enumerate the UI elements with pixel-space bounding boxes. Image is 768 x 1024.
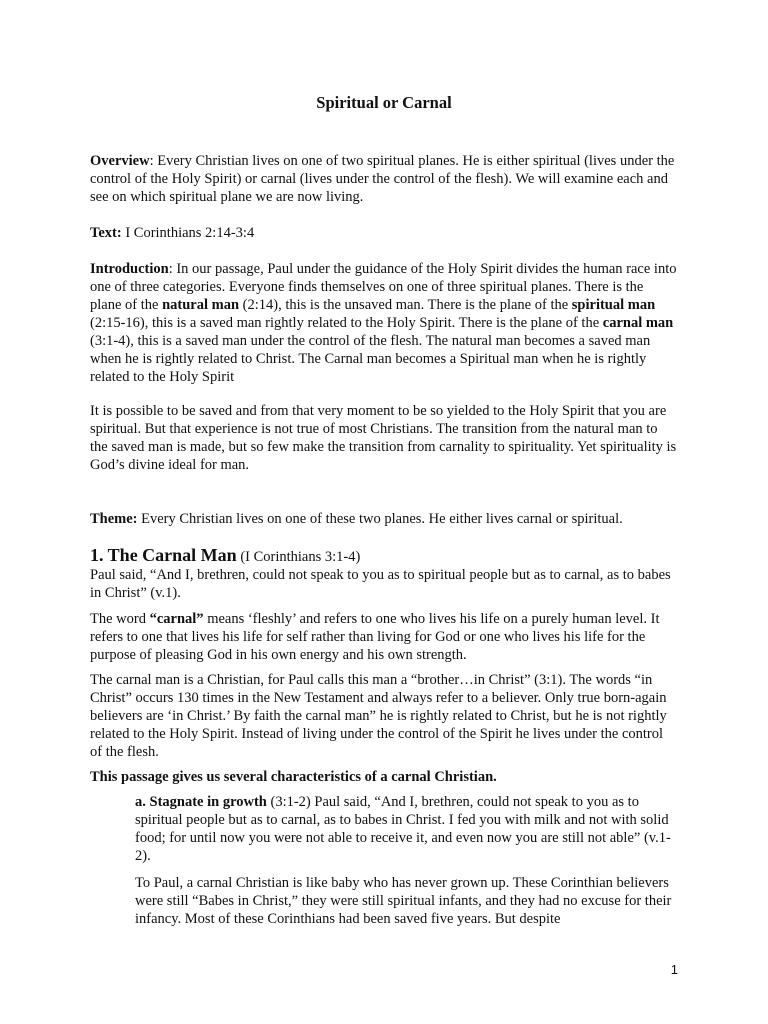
introduction-label: Introduction [90, 261, 169, 277]
text-label: Text: [90, 225, 122, 241]
section-paragraph-2 [90, 610, 678, 664]
introduction-text-1: : In our passage, Paul under the guidance of the Holy Spirit divides the human race into one of three categories. Everyone finds themselves on one of three spiritual planes. There is the plane of the [90, 261, 677, 313]
characteristics-intro: This passage gives us several characteristics of a carnal Christian. [90, 769, 497, 785]
possible-paragraph: It is possible to be saved and from that very moment to be so yielded to the Holy Spirit that you are spiritual. But that experience is not true of most Christians. The transition from the natural man to the saved man is made, but so few make the transition from carnality to spirituality. Yet spirituality is God’s divine ideal for man. [90, 403, 677, 473]
subpoint-a-label: a. Stagnate in growth [135, 794, 267, 810]
introduction-text-2: (2:14), this is the unsaved man. There is the plane of the [239, 297, 572, 313]
carnal-def-pre: The word [90, 611, 150, 627]
introduction-text-4: (3:1-4), this is a saved man under the control of the flesh. The natural man becomes a saved man when he is rightly related to Christ. The Carnal man becomes a Spiritual man when he is rightly related to the Holy Spirit [90, 333, 651, 385]
subpoint-a-paragraph: To Paul, a carnal Christian is like baby who has never grown up. These Corinthian believers were still “Babes in Christ,” they were still spiritual infants, and they had no excuse for their infancy. Most of these Corinthians had been saved five years. But despite [135, 875, 672, 927]
carnal-man-term: carnal man [602, 315, 674, 331]
section-paragraph-3: The carnal man is a Christian, for Paul calls this man a “brother…in Christ” (3:1). The words “in Christ” occurs 130 times in the New Testament and always refer to a believer. Only true born-again believers are ‘in Christ.’ By faith the carnal man” he is rightly related to Christ, but he is not rightly related to the Holy Spirit. Instead of living under the control of the Spirit he lives under the control of the flesh. [90, 672, 667, 760]
overview-text: : Every Christian lives on one of two spiritual planes. He is either spiritual (lives under the control of the Holy Spirit) or carnal (lives under the control of the flesh). We will examine each and see on which spiritual plane we are now living. [90, 153, 675, 205]
section-heading [90, 546, 678, 566]
introduction-paragraph [90, 260, 678, 386]
text-value: I Corinthians 2:14-3:4 [121, 225, 255, 241]
carnal-def-post: means ‘fleshly’ and refers to one who lives his life on a purely human level. It refers to one that lives his life for self rather than living for God or one who lives his life for the purpose of pleasing God in his own energy and his own strength. [90, 611, 660, 663]
subpoint-a-text: (3:1-2) Paul said, “And I, brethren, could not speak to you as to spiritual people but as to carnal, as to babes in Christ. I fed you with milk and not with solid food; for until now you were not able to receive it, and even now you are still not able” (v.1-2). [135, 794, 671, 864]
theme-text: Every Christian lives on one of these two planes. He either lives carnal or spiritual. [137, 511, 623, 527]
page-title: Spiritual or Carnal [316, 93, 452, 112]
page-number: 1 [670, 962, 678, 977]
subpoint-a [135, 793, 683, 865]
introduction-text-3: (2:15-16), this is a saved man rightly related to the Holy Spirit. There is the plane of the [90, 315, 603, 331]
theme-paragraph [90, 510, 678, 528]
overview-paragraph [90, 152, 678, 206]
section-heading-ref: (I Corinthians 3:1-4) [236, 549, 361, 565]
section-heading-title: 1. The Carnal Man [90, 545, 237, 565]
section-paragraph-1: Paul said, “And I, brethren, could not speak to you as to spiritual people but as to carnal, as to babes in Christ” (v.1). [90, 567, 671, 601]
spiritual-man-term: spiritual man [571, 297, 656, 313]
theme-label: Theme: [90, 511, 138, 527]
text-reference [90, 224, 678, 242]
carnal-term: “carnal” [149, 611, 204, 627]
natural-man-term: natural man [162, 297, 240, 313]
overview-label: Overview [90, 153, 150, 169]
